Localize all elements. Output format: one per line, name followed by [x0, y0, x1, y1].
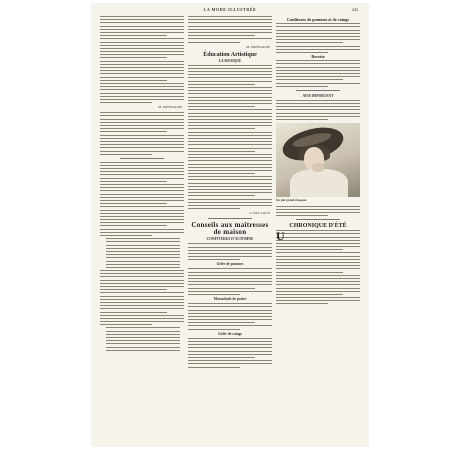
- text-line: [188, 100, 272, 101]
- text-line: [188, 205, 272, 206]
- text-block: [188, 243, 272, 260]
- text-line: [100, 22, 184, 23]
- text-line: [276, 42, 343, 43]
- text-line: [188, 186, 272, 187]
- text-line: [188, 288, 255, 289]
- text-line: [188, 351, 272, 352]
- subhead: Gelée de pommes: [216, 262, 244, 267]
- text-line: [100, 286, 184, 287]
- text-line: [106, 347, 180, 348]
- text-line: [276, 100, 360, 101]
- text-line: [106, 257, 180, 258]
- text-line: [188, 322, 255, 323]
- text-line: [106, 334, 180, 335]
- text-line: [100, 315, 184, 316]
- text-line: [100, 168, 184, 169]
- text-line: [188, 125, 272, 126]
- text-line: [100, 200, 184, 201]
- text-line: [188, 42, 240, 43]
- text-line: [276, 67, 360, 68]
- text-line: [188, 303, 272, 304]
- text-line: [188, 192, 272, 193]
- text-line: [100, 292, 184, 293]
- text-line: [276, 294, 343, 295]
- text-line: [276, 106, 360, 107]
- text-line: [188, 183, 272, 184]
- text-block: [276, 23, 360, 53]
- text-line: [188, 109, 272, 110]
- text-line: [100, 141, 184, 142]
- text-line: [188, 122, 272, 123]
- text-line: [276, 63, 360, 64]
- text-line: [100, 151, 184, 152]
- caption-block: [276, 206, 360, 217]
- text-line: [188, 106, 255, 107]
- text-line: [188, 243, 272, 244]
- avis-heading: AVIS IMPORTANT: [302, 93, 334, 98]
- text-line: [100, 35, 167, 36]
- text-line: [100, 174, 184, 175]
- subhead: Gelée de coings: [218, 331, 242, 336]
- text-line: [106, 254, 180, 255]
- text-line: [100, 162, 184, 163]
- text-line: [276, 233, 360, 234]
- text-line: [276, 60, 360, 61]
- text-line: [100, 26, 184, 27]
- text-line: [188, 250, 272, 251]
- text-line: [276, 33, 360, 34]
- text-line: [100, 61, 184, 62]
- text-line: [276, 300, 360, 301]
- text-block: [100, 270, 184, 325]
- text-block: [188, 16, 272, 43]
- text-line: [100, 232, 184, 233]
- text-line: [100, 299, 184, 300]
- text-line: [188, 148, 272, 149]
- text-line: [106, 261, 180, 262]
- text-line: [100, 112, 184, 113]
- text-line: [188, 113, 272, 114]
- text-line: [188, 316, 272, 317]
- text-line: [188, 90, 272, 91]
- text-line: [100, 16, 184, 17]
- text-line: [188, 294, 240, 295]
- text-line: [188, 160, 272, 161]
- text-line: [188, 319, 272, 320]
- text-line: [100, 102, 152, 103]
- text-line: [188, 360, 272, 361]
- text-line: [100, 165, 184, 166]
- text-line: [276, 297, 360, 298]
- text-line: [188, 281, 272, 282]
- article-title: Éducation Artistique: [203, 51, 257, 58]
- text-line: [276, 291, 360, 292]
- text-line: [100, 283, 184, 284]
- text-line: [106, 238, 180, 239]
- text-line: [100, 48, 184, 49]
- text-line: [100, 128, 184, 129]
- text-line: [100, 147, 184, 148]
- text-line: [188, 306, 272, 307]
- text-line: [100, 184, 184, 185]
- text-line: [276, 79, 343, 80]
- text-line: [188, 19, 272, 20]
- text-line: [100, 67, 184, 68]
- text-line: [188, 151, 255, 152]
- text-line: [188, 291, 272, 292]
- page-number: 443: [352, 7, 358, 12]
- text-line: [100, 187, 184, 188]
- text-line: [100, 29, 184, 30]
- text-line: [100, 324, 152, 325]
- text-line: [276, 30, 360, 31]
- text-line: [188, 132, 272, 133]
- text-line: [188, 363, 272, 364]
- text-line: [188, 71, 272, 72]
- text-line: [276, 281, 360, 282]
- text-line: [188, 208, 240, 209]
- text-line: [276, 262, 360, 263]
- text-line: [188, 256, 272, 257]
- text-line: [100, 83, 184, 84]
- text-line: [276, 119, 328, 120]
- text-line: [276, 265, 360, 266]
- text-line: [100, 190, 184, 191]
- text-line: [100, 273, 184, 274]
- text-line: [100, 45, 184, 46]
- text-line: [188, 84, 255, 85]
- recipe-heading: Confitures de pommes et de coings: [287, 17, 349, 22]
- text-line: [276, 86, 328, 87]
- text-line: [100, 77, 184, 78]
- text-line: [188, 97, 272, 98]
- text-line: [276, 212, 360, 213]
- text-line: [100, 203, 167, 204]
- text-line: [188, 367, 240, 368]
- text-line: [188, 325, 272, 326]
- text-line: [276, 275, 360, 276]
- text-line: [100, 302, 184, 303]
- text-block: [188, 338, 272, 368]
- text-line: [276, 76, 360, 77]
- text-line: [276, 268, 360, 269]
- text-block: [188, 268, 272, 295]
- text-block: [100, 162, 184, 236]
- right-column: [276, 16, 360, 307]
- text-line: [100, 138, 184, 139]
- text-line: [188, 68, 272, 69]
- text-line: [188, 313, 272, 314]
- dropcap-letter: U: [276, 229, 285, 244]
- text-line: [100, 318, 184, 319]
- figure-caption: [276, 199, 360, 203]
- text-line: [188, 202, 272, 203]
- figure-caption-title: Un joli grand chapeau: [276, 197, 307, 202]
- text-line: [276, 206, 360, 207]
- text-line: [100, 125, 184, 126]
- text-line: [188, 22, 272, 23]
- subhead: Marmelade de poires: [213, 297, 247, 302]
- text-line: [276, 272, 343, 273]
- text-line: [188, 341, 272, 342]
- text-line: [188, 176, 272, 177]
- text-line: [106, 337, 180, 338]
- text-line: [100, 206, 184, 207]
- page-header-title: LA MODE ILLUSTRÉE: [203, 7, 257, 12]
- text-line: [188, 347, 272, 348]
- text-line: [100, 171, 184, 172]
- divider: [296, 90, 340, 91]
- text-line: [100, 181, 167, 182]
- text-line: [100, 80, 167, 81]
- text-line: [100, 131, 167, 132]
- text-line: [188, 199, 272, 200]
- text-line: [188, 144, 272, 145]
- text-line: [100, 219, 184, 220]
- text-line: [276, 249, 343, 250]
- left-signature: M. MONTAGNE: [158, 105, 182, 110]
- text-line: [276, 278, 360, 279]
- text-line: [276, 209, 360, 210]
- text-line: [276, 240, 360, 241]
- text-line: [188, 135, 272, 136]
- text-line: [100, 135, 184, 136]
- text-block: [100, 16, 184, 103]
- text-line: [100, 96, 184, 97]
- text-line: [100, 119, 184, 120]
- text-line: [188, 354, 272, 355]
- text-line: [100, 54, 184, 55]
- text-line: [106, 340, 180, 341]
- text-line: [188, 87, 272, 88]
- text-line: [276, 252, 360, 253]
- divider: [296, 219, 340, 220]
- text-line: [100, 308, 184, 309]
- text-line: [100, 296, 184, 297]
- text-line: [100, 73, 184, 74]
- text-line: [276, 109, 360, 110]
- text-line: [100, 178, 184, 179]
- text-line: [100, 289, 167, 290]
- text-line: [188, 65, 272, 66]
- text-line: [100, 144, 184, 145]
- hand-shape: [312, 163, 324, 172]
- text-block: [276, 230, 360, 304]
- text-line: [106, 251, 180, 252]
- text-line: [188, 38, 272, 39]
- text-line: [276, 256, 360, 257]
- text-line: [188, 253, 272, 254]
- text-line: [276, 70, 360, 71]
- page-header: [92, 7, 368, 15]
- verse-block: [100, 327, 184, 350]
- text-line: [106, 241, 180, 242]
- text-line: [188, 116, 272, 117]
- text-line: [276, 237, 360, 238]
- text-line: [188, 272, 272, 273]
- section-title: Conseils aux maîtresses de maison: [191, 221, 269, 237]
- text-line: [100, 213, 184, 214]
- text-line: [106, 350, 180, 351]
- chronique-title: CHRONIQUE D'ÉTÉ: [289, 223, 347, 230]
- text-line: [276, 103, 360, 104]
- text-line: [100, 225, 167, 226]
- text-line: [276, 23, 360, 24]
- text-line: [276, 26, 360, 27]
- text-line: [276, 243, 360, 244]
- text-line: [100, 70, 184, 71]
- text-line: [188, 141, 272, 142]
- text-line: [276, 230, 360, 231]
- portrait-illustration: [276, 123, 360, 197]
- section-subtitle: CONFITURES D'AUTOMNE: [206, 237, 254, 242]
- text-line: [188, 259, 240, 260]
- text-line: [276, 49, 360, 50]
- text-line: [100, 19, 184, 20]
- text-line: [276, 215, 328, 216]
- text-line: [188, 167, 272, 168]
- text-line: [106, 343, 180, 344]
- text-line: [188, 32, 272, 33]
- text-line: [100, 235, 152, 236]
- text-line: [106, 245, 180, 246]
- recipe-subheading: Recette: [311, 54, 325, 60]
- text-line: [276, 113, 360, 114]
- text-line: [276, 73, 360, 74]
- text-line: [188, 189, 272, 190]
- left-column: [100, 16, 184, 353]
- text-line: [100, 194, 184, 195]
- article-signature: G. DUCLAUX: [249, 211, 270, 216]
- text-line: [188, 338, 272, 339]
- text-line: [188, 284, 272, 285]
- text-line: [276, 303, 328, 304]
- text-line: [100, 38, 184, 39]
- text-line: [276, 52, 328, 53]
- text-line: [276, 83, 360, 84]
- text-line: [188, 119, 272, 120]
- text-line: [276, 39, 360, 40]
- text-line: [100, 216, 184, 217]
- middle-column: [188, 16, 272, 370]
- text-line: [188, 344, 272, 345]
- text-line: [188, 173, 255, 174]
- text-line: [188, 35, 255, 36]
- text-line: [100, 42, 184, 43]
- text-line: [100, 32, 184, 33]
- text-line: [188, 157, 272, 158]
- text-line: [188, 74, 272, 75]
- text-line: [188, 195, 255, 196]
- text-block: [100, 112, 184, 154]
- text-line: [100, 86, 184, 87]
- text-line: [106, 327, 180, 328]
- magazine-page: [92, 4, 368, 446]
- text-line: [100, 312, 167, 313]
- text-line: [188, 16, 272, 17]
- text-line: [188, 247, 272, 248]
- text-line: [276, 288, 360, 289]
- text-line: [100, 276, 184, 277]
- text-line: [276, 259, 360, 260]
- text-line: [188, 154, 272, 155]
- text-line: [188, 93, 272, 94]
- text-line: [100, 51, 184, 52]
- divider: [120, 158, 164, 159]
- verse-block: [100, 238, 184, 268]
- dress-shape: [290, 169, 348, 197]
- text-line: [106, 331, 180, 332]
- text-line: [188, 357, 255, 358]
- text-block: [188, 65, 272, 209]
- text-line: [106, 248, 180, 249]
- text-line: [188, 278, 272, 279]
- text-line: [276, 246, 360, 247]
- text-line: [100, 229, 184, 230]
- text-line: [100, 321, 184, 322]
- text-line: [188, 138, 272, 139]
- text-line: [188, 329, 240, 330]
- text-line: [188, 81, 272, 82]
- text-line: [100, 210, 184, 211]
- text-line: [100, 89, 184, 90]
- divider: [208, 218, 252, 219]
- text-line: [106, 267, 180, 268]
- text-line: [100, 197, 184, 198]
- text-line: [188, 179, 272, 180]
- text-line: [100, 122, 184, 123]
- text-line: [188, 164, 272, 165]
- text-line: [188, 310, 272, 311]
- text-line: [188, 170, 272, 171]
- text-line: [100, 270, 184, 271]
- text-line: [188, 128, 255, 129]
- text-line: [100, 154, 152, 155]
- text-line: [188, 26, 272, 27]
- text-line: [276, 116, 360, 117]
- text-line: [276, 284, 360, 285]
- article-subtitle: LA MUSIQUE: [218, 58, 242, 63]
- text-line: [188, 103, 272, 104]
- text-line: [188, 77, 272, 78]
- text-line: [276, 36, 360, 37]
- text-line: [188, 29, 272, 30]
- text-line: [106, 264, 180, 265]
- chronique-body: [276, 230, 360, 304]
- text-block: [276, 60, 360, 87]
- text-line: [100, 64, 184, 65]
- text-block: [188, 303, 272, 330]
- middle-top-signature: M. MONTAGNE: [246, 44, 270, 49]
- text-line: [188, 275, 272, 276]
- text-line: [188, 268, 272, 269]
- text-line: [100, 93, 184, 94]
- text-block: [276, 100, 360, 120]
- text-line: [276, 46, 360, 47]
- text-line: [100, 280, 184, 281]
- text-line: [100, 222, 184, 223]
- text-line: [100, 305, 184, 306]
- text-line: [100, 115, 184, 116]
- text-line: [100, 57, 167, 58]
- text-line: [100, 99, 184, 100]
